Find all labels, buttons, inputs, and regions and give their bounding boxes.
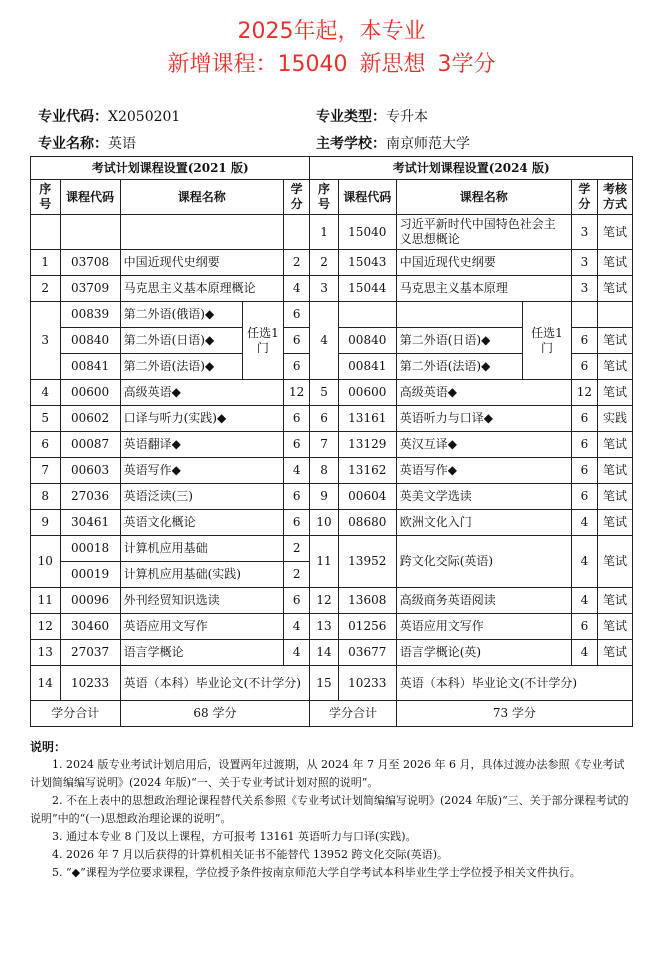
- old-elective-note: 任选1门: [242, 302, 283, 380]
- major-type: 专业类型：专升本: [316, 109, 428, 125]
- column-header-row: 序号 课程代码 课程名称 学分 序号 课程代码 课程名称 学分 考核方式: [31, 180, 633, 215]
- table-row: 14 10233 英语（本科）毕业论文(不计学分) 15 10233 英语（本科）毕业论文(不计学分): [31, 666, 633, 701]
- new-total-value: 73 学分: [396, 701, 632, 727]
- new-elective-note: 任选1门: [523, 302, 571, 380]
- banner-credit: 3学分: [437, 52, 496, 77]
- new-plan-title: 考试计划课程设置(2024 版): [310, 157, 633, 180]
- total-row: [31, 701, 633, 727]
- table-row: 11 00096 外刊经贸知识选读 6 12 13608 高级商务英语阅读 4 笔试: [31, 588, 633, 614]
- major-code: 专业代码：X2050201: [38, 109, 181, 125]
- table-row: 6 00087 英语翻译◆ 6 7 13129 英汉互译◆ 6 笔试: [31, 432, 633, 458]
- banner-line-2: [0, 47, 663, 78]
- table-row: 5 00602 口译与听力(实践)◆ 6 6 13161 英语听力与口译◆ 6 实践: [31, 406, 633, 432]
- note-2: 2. 不在上表中的思想政治理论课程替代关系参照《专业考试计划简编编写说明》(2024 年版)“三、关于部分课程考试的说明”中的“(一)思想政治理论课的说明”。: [30, 794, 629, 825]
- note-4: 4. 2026 年 7 月以后获得的计算机相关证书不能替代 13952 跨文化交际(英语)。: [52, 848, 449, 861]
- note-1: 1. 2024 版专业考试计划启用后，设置两年过渡期，从 2024 年 7 月至 2026 年 6 月，具体过渡办法参照《专业考试计划简编编写说明》(2024 年版)“一、关于专业考试计划对照的说明”。: [30, 758, 625, 789]
- table-row: 13 27037 语言学概论 4 14 03677 语言学概论(英) 4 笔试: [31, 640, 633, 666]
- notes-section: [30, 738, 633, 882]
- note-3: 3. 通过本专业 8 门及以上课程，方可报考 13161 英语听力与口译(实践)。: [52, 830, 417, 843]
- table-row: 4 00600 高级英语◆ 12 5 00600 高级英语◆ 12 笔试: [31, 380, 633, 406]
- note-5: 5. “◆”课程为学位要求课程，学位授予条件按南京师范大学自学考试本科毕业生学士学位授予相关文件执行。: [52, 866, 581, 879]
- table-row: 10 00018 计算机应用基础 2 11 13952 跨文化交际(英语) 4 笔试: [31, 536, 633, 562]
- table-row: 2 03709 马克思主义基本原理概论 4 3 15044 马克思主义基本原理 3 笔试: [31, 276, 633, 302]
- notes-title: 说明：: [30, 740, 67, 754]
- banner-line-1: 2025年起，本专业: [237, 19, 426, 44]
- table-row: 12 30460 英语应用文写作 4 13 01256 英语应用文写作 6 笔试: [31, 614, 633, 640]
- table-row: 1 03708 中国近现代史纲要 2 2 15043 中国近现代史纲要 3 笔试: [31, 250, 633, 276]
- table-row: 00841 第二外语(法语)◆ 6 00841 第二外语(法语)◆ 6 笔试: [31, 354, 633, 380]
- table-row: 7 00603 英语写作◆ 4 8 13162 英语写作◆ 6 笔试: [31, 458, 633, 484]
- old-total-label: 学分合计: [31, 701, 121, 727]
- new-total-label: 学分合计: [310, 701, 396, 727]
- major-name: 专业名称：英语: [38, 136, 136, 152]
- old-total-value: 68 学分: [120, 701, 310, 727]
- table-title-row: [31, 157, 633, 180]
- exam-school: 主考学校：南京师范大学: [316, 136, 470, 152]
- course-comparison-table: [30, 156, 633, 727]
- banner-course-name: 新思想: [359, 52, 426, 77]
- banner-new-course-label: 新增课程：15040: [167, 52, 348, 77]
- table-row: 3 00839 第二外语(俄语)◆ 任选1门 6 4 任选1门: [31, 302, 633, 328]
- old-plan-title: 考试计划课程设置(2021 版): [31, 157, 310, 180]
- table-row: 8 27036 英语泛读(三) 6 9 00604 英美文学选读 6 笔试: [31, 484, 633, 510]
- table-row: 00840 第二外语(日语)◆ 6 00840 第二外语(日语)◆ 6 笔试: [31, 328, 633, 354]
- table-row: 1 15040 习近平新时代中国特色社会主义思想概论 3 笔试: [31, 215, 633, 250]
- table-row: 9 30461 英语文化概论 6 10 08680 欧洲文化入门 4 笔试: [31, 510, 633, 536]
- table-row: 00019 计算机应用基础(实践) 2: [31, 562, 633, 588]
